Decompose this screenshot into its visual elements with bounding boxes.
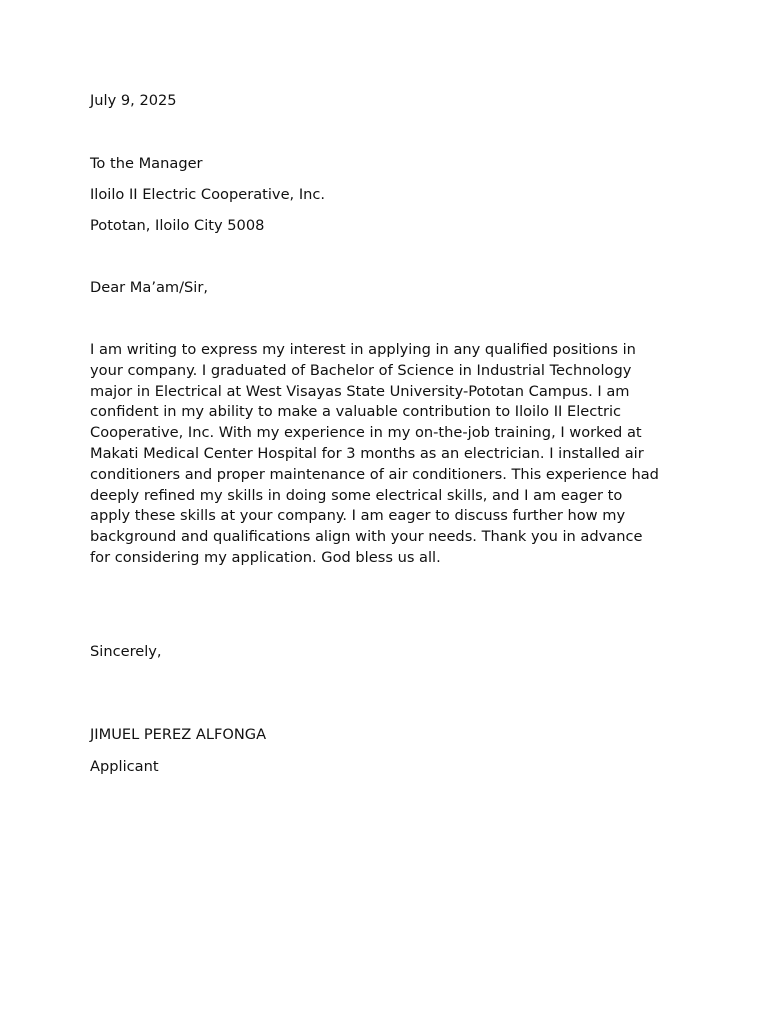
signer-title: Applicant — [90, 758, 159, 775]
signer-name: JIMUEL PEREZ ALFONGA — [90, 726, 267, 743]
salutation: Dear Ma’am/Sir, — [90, 279, 209, 296]
letter-body: I am writing to express my interest in applying in any qualified positions in your company. I graduated of Bachelor of Science in Industrial Technology major in Electrical at West Visayas State University-Pototan Campus. I am confident in my ability to make a valuable contribution to Iloilo II Electric Cooperative, Inc. With my experience in my on-the-job training, I worked at Makati Medical Center Hospital for 3 months as an electrician. I installed air conditioners and proper maintenance of air conditioners. This experience had deeply refined my skills in doing some electrical skills, and I am eager to apply these skills at your company. I am eager to discuss further how my background and qualifications align with your needs. Thank you in advance for considering my application. God bless us all. — [90, 341, 659, 566]
recipient-company: Iloilo II Electric Cooperative, Inc. — [90, 186, 326, 203]
closing: Sincerely, — [90, 643, 162, 660]
letter-date: July 9, 2025 — [90, 92, 177, 109]
recipient-name: To the Manager — [90, 155, 203, 172]
recipient-address: Pototan, Iloilo City 5008 — [90, 217, 265, 234]
